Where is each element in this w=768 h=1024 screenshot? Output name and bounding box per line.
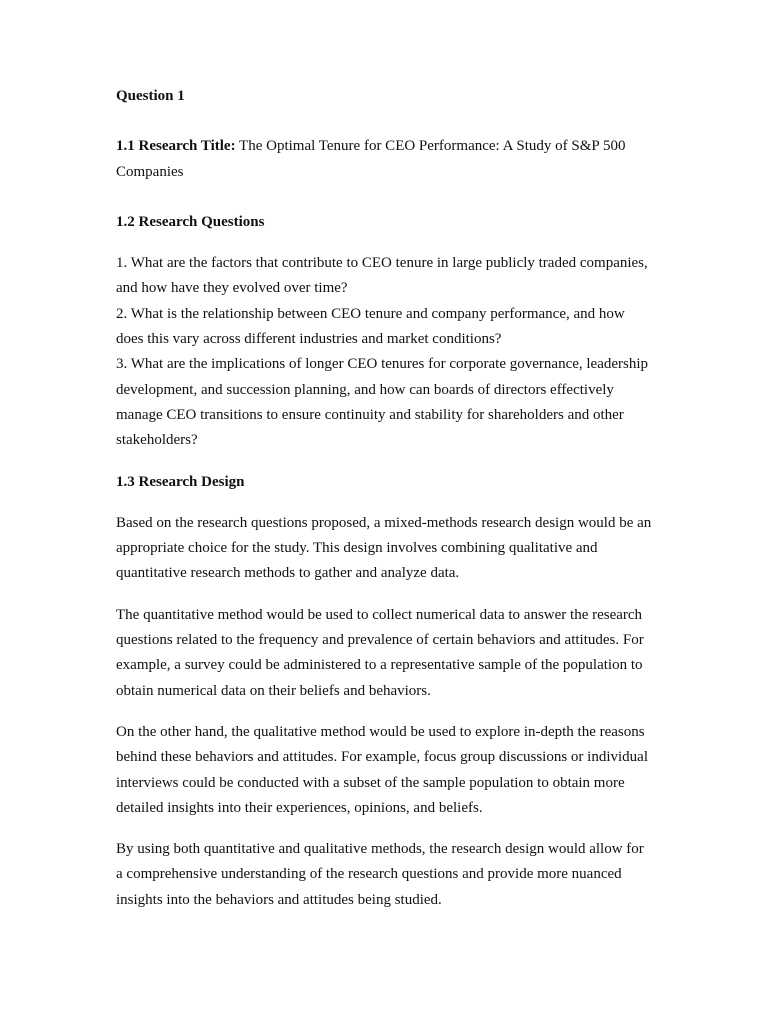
research-questions-list [116, 251, 652, 453]
research-design-heading: 1.3 Research Design [116, 473, 245, 490]
paragraph: Based on the research questions proposed, a mixed-methods research design would be an appropriate choice for the study. This design involves combining qualitative and quantitative research methods to gather and analyze data. [116, 514, 652, 582]
research-title-label: 1.1 Research Title: [116, 138, 236, 155]
paragraph: By using both quantitative and qualitative methods, the research design would allow for a comprehensive understanding of the research questions and provide more nuanced insights into the behaviors and attitudes being studied. [116, 841, 644, 908]
question-heading: Question 1 [116, 88, 185, 104]
research-questions-heading: 1.2 Research Questions [116, 213, 265, 230]
research-title [116, 134, 652, 185]
list-item: 1. What are the factors that contribute to CEO tenure in large publicly traded companies, and how have they evolved over time? [116, 255, 648, 297]
paragraph: The quantitative method would be used to collect numerical data to answer the research questions related to the frequency and prevalence of certain behaviors and attitudes. For example, a survey could be administered to a representative sample of the population to obtain numerical data on their beliefs and behaviors. [116, 606, 644, 699]
paragraph: On the other hand, the qualitative method would be used to explore in-depth the reasons behind these behaviors and attitudes. For example, focus group discussions or individual interviews could be conducted with a subset of the sample population to obtain more detailed insights into their experiences, opinions, and beliefs. [116, 723, 648, 816]
list-item: 2. What is the relationship between CEO tenure and company performance, and how does this vary across different industries and market conditions? [116, 305, 625, 348]
list-item: 3. What are the implications of longer CEO tenures for corporate governance, leadership development, and succession planning, and how can boards of directors effectively manage CEO transitions to ensure continuity and stability for shareholders and other stakeholders? [116, 356, 649, 449]
research-title-text: The Optimal Tenure for CEO Performance: A Study of S&P 500 Companies [116, 138, 626, 180]
